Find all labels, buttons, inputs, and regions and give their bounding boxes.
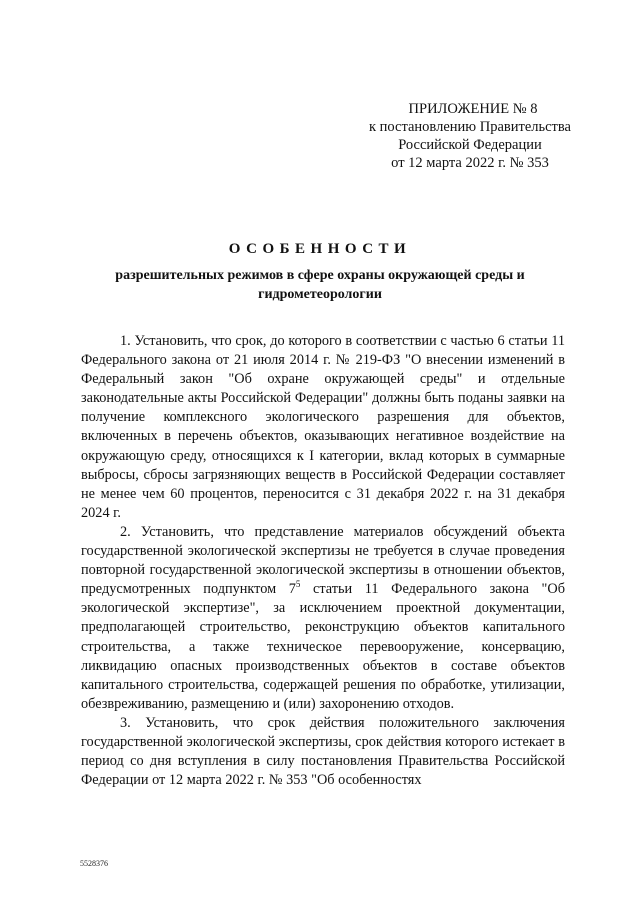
appendix-block [320,100,620,172]
appendix-number: ПРИЛОЖЕНИЕ № 8 [408,101,538,117]
footer-code: 5528376 [80,859,108,868]
document-subtitle: разрешительных режимов в сфере охраны окружающей среды и гидрометеорологии [115,268,525,302]
paragraph-2-text-before: 2. Установить, что представление материалов обсуждений объекта государственной экологической экспертизы не требуется в случае проведения повторной государственной экологической экспертизы в отношении объектов, предусмотренных подпунктом 7 [81,523,565,598]
paragraph-3: 3. Установить, что срок действия положительного заключения государственной экологической экспертизы, срок действия которого истекает в период со дня вступления в силу постановления Правительства Российской Федерации от 12 марта 2022 г. № 353 "Об особенностях [81,714,565,789]
paragraph-1: 1. Установить, что срок, до которого в соответствии с частью 6 статьи 11 Федерального закона от 21 июля 2014 г. № 219-ФЗ "О внесении изменений в Федеральный закон "Об охране окружающей среды" и отдельные законодательные акты Российской Федерации" должны быть поданы заявки на получение комплексного экологического разрешения для объектов, включенных в перечень объектов, оказывающих негативное воздействие на окружающую среду, относящихся к I категории, вклад которых в суммарные выбросы, сбросы загрязняющих веществ в Российской Федерации составляет не менее чем 60 процентов, переносится с 31 декабря 2022 г. на 31 декабря 2024 г. [81,333,565,521]
document-body [81,332,565,790]
appendix-authority: Российской Федерации [398,137,542,153]
paragraph-2-text-after: статьи 11 Федерального закона "Об экологической экспертизе", за исключением проектной документации, предполагающей строительство, реконструкцию объектов капитального строительства, а также техническое перевооружение, консервацию, ликвидацию опасных производственных объектов в составе объектов капитального строительства, содержащей решения по обработке, утилизации, обезвреживанию, размещению и (или) захоронению отходов. [81,581,565,712]
document-title: ОСОБЕННОСТИ [228,241,412,257]
paragraph-2 [81,523,565,714]
appendix-reference: к постановлению Правительства [369,119,571,135]
paragraph-2-superscript: 5 [295,579,301,590]
appendix-date: от 12 марта 2022 г. № 353 [391,155,549,171]
